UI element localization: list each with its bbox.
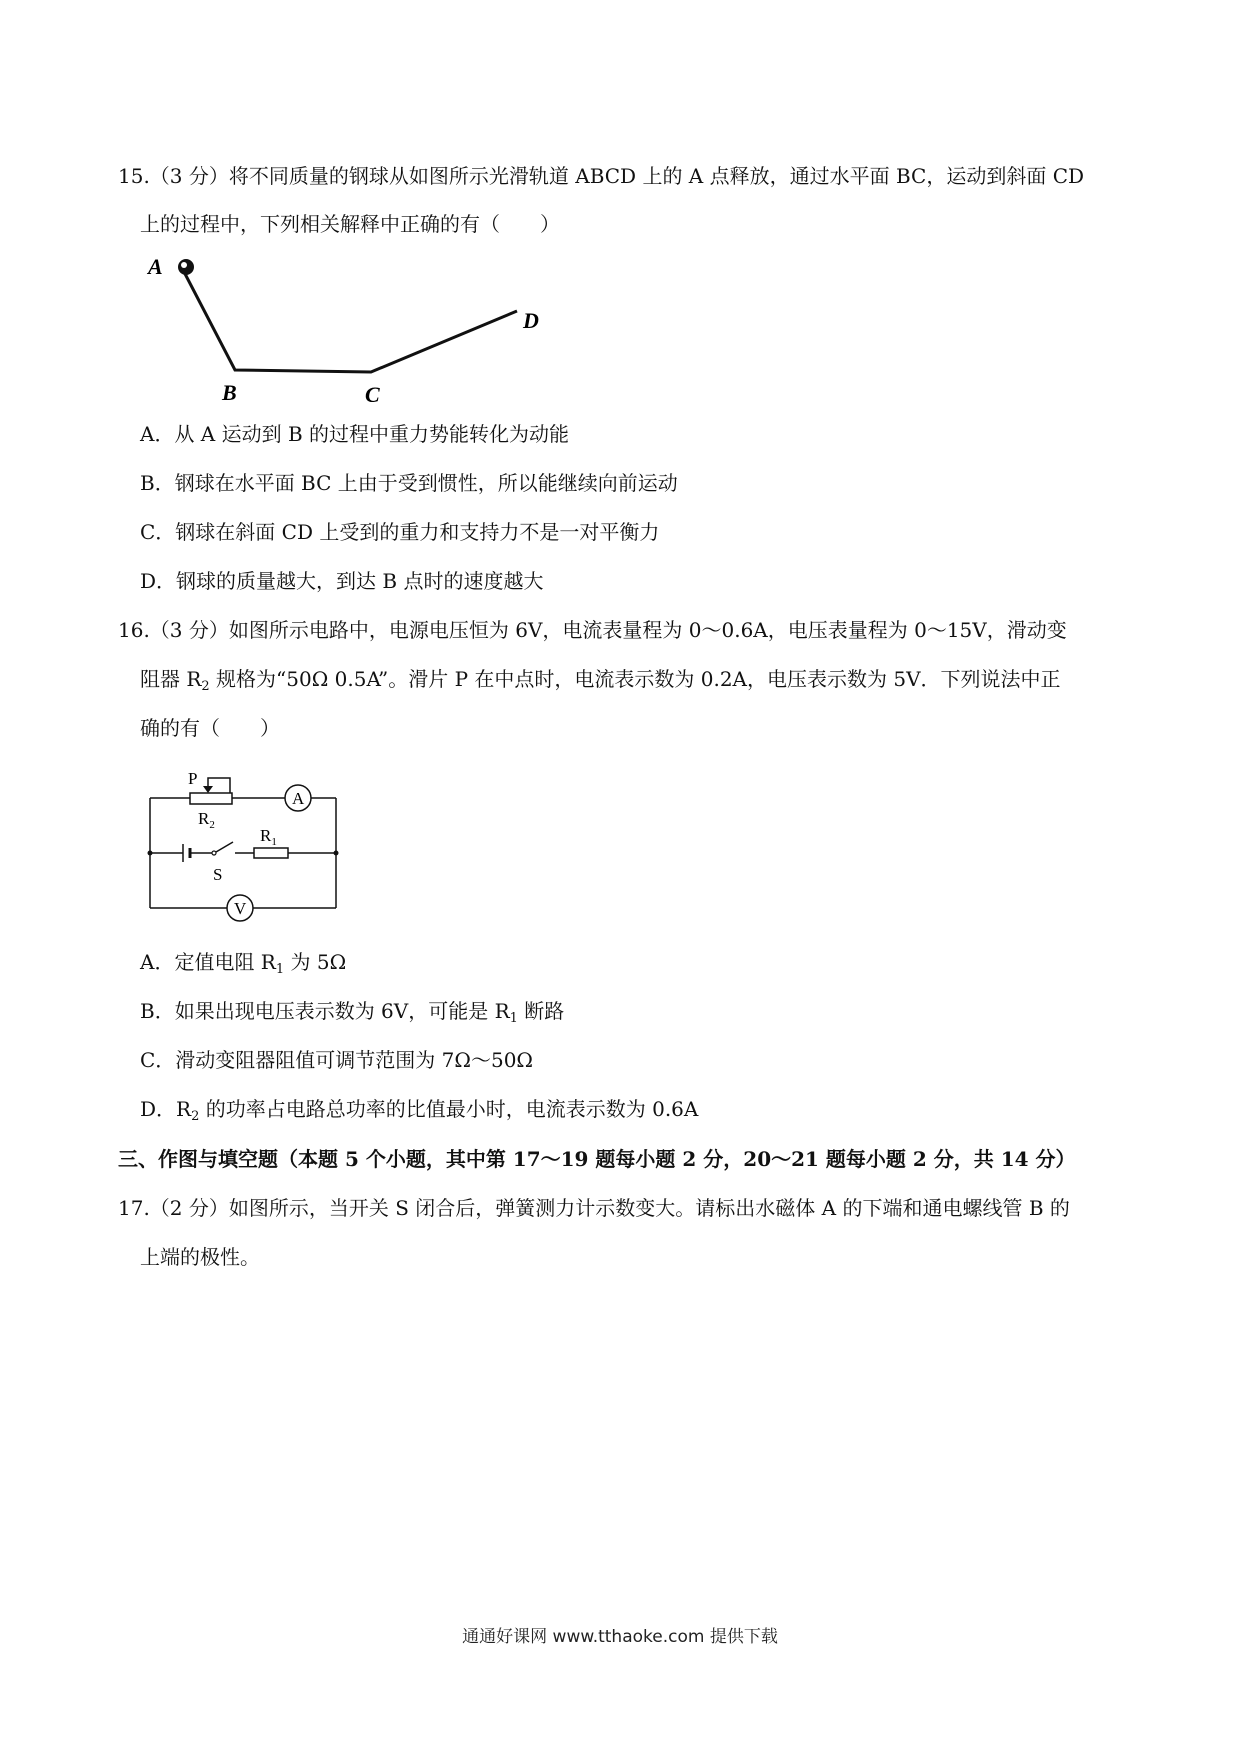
resistor-r1 <box>254 848 288 858</box>
q15-option-b: B．钢球在水平面 BC 上由于受到惯性，所以能继续向前运动 <box>140 471 678 495</box>
q15-track-figure <box>140 250 560 410</box>
q16-option-b: B．如果出现电压表示数为 6V，可能是 $R_1$ 断路 <box>140 999 565 1026</box>
label-b: B <box>222 380 237 405</box>
q17-stem-line1: 17.（2 分）如图所示，当开关 S 闭合后，弹簧测力计示数变大。请标出水磁体 A 的下端和通电螺线管 B 的 <box>118 1196 1070 1220</box>
label-p: P <box>188 769 198 788</box>
q16-option-c: C．滑动变阻器阻值可调节范围为 7Ω～50Ω <box>140 1048 533 1072</box>
label-r2: $R_2$ <box>198 809 215 831</box>
q16-stem-line3: 确的有（ ） <box>140 716 280 740</box>
q16-circuit-figure <box>140 760 360 940</box>
q16-option-a: A．定值电阻 $R_1$ 为 5Ω <box>140 950 347 977</box>
q15-stem-line1: 15.（3 分）将不同质量的钢球从如图所示光滑轨道 ABCD 上的 A 点释放，通过水平面 BC，运动到斜面 CD <box>118 164 1085 188</box>
switch-s <box>216 842 233 852</box>
q17-stem-line2: 上端的极性。 <box>140 1245 260 1269</box>
label-c: C <box>365 382 380 407</box>
label-a: A <box>148 254 163 279</box>
q15-stem-line2: 上的过程中，下列相关解释中正确的有（ ） <box>140 212 560 236</box>
q15-option-c: C．钢球在斜面 CD 上受到的重力和支持力不是一对平衡力 <box>140 520 660 544</box>
ammeter-label: A <box>292 789 305 808</box>
rheostat-r2 <box>190 793 232 804</box>
q15-option-a: A．从 A 运动到 B 的过程中重力势能转化为动能 <box>140 422 570 446</box>
page-footer: 通通好课网 www.tthaoke.com 提供下载 <box>462 1627 778 1647</box>
q15-option-d: D．钢球的质量越大，到达 B 点时的速度越大 <box>140 569 544 593</box>
section-3-heading: 三、作图与填空题（本题 5 个小题，其中第 17～19 题每小题 2 分，20～21 题每小题 2 分，共 14 分） <box>118 1147 1076 1171</box>
track-abcd <box>182 268 517 372</box>
voltmeter-label: V <box>234 899 247 918</box>
q16-option-d: D．$R_2$ 的功率占电路总功率的比值最小时，电流表示数为 0.6A <box>140 1097 699 1124</box>
q16-stem-line2: 阻器 $R_2$ 规格为“50Ω 0.5A”。滑片 P 在中点时，电流表示数为 0.2A，电压表示数为 5V．下列说法中正 <box>140 667 1061 694</box>
label-s: S <box>213 865 223 884</box>
label-d: D <box>523 308 539 333</box>
label-r1: $R_1$ <box>260 826 277 848</box>
q16-stem-line1: 16.（3 分）如图所示电路中，电源电压恒为 6V，电流表量程为 0～0.6A，电压表量程为 0～15V，滑动变 <box>118 618 1067 642</box>
